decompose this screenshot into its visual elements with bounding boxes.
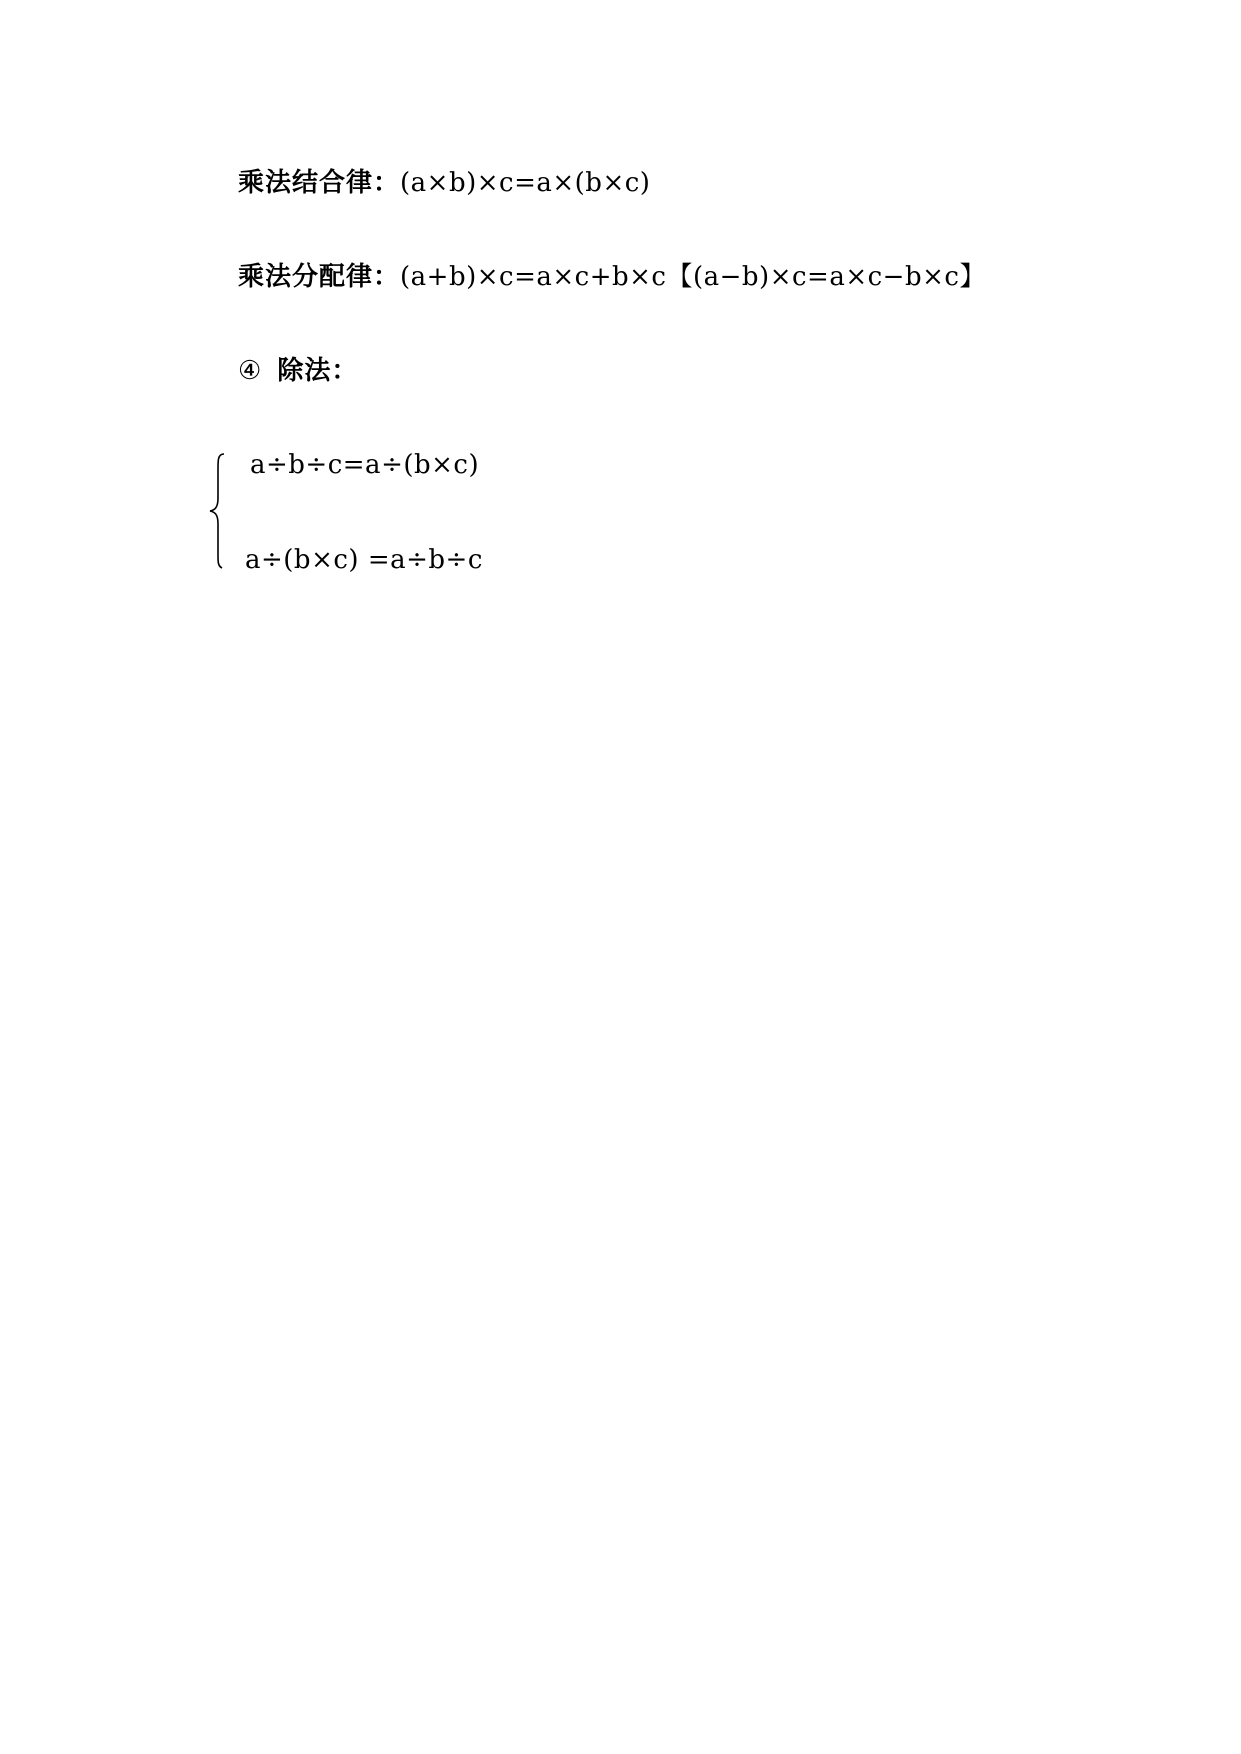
- associative-law-formula: (a×b)×c=a×(b×c): [400, 168, 651, 198]
- distributive-law-formula: (a+b)×c=a×c+b×c【(a−b)×c=a×c−b×c】: [400, 262, 986, 292]
- associative-law-line: [238, 166, 650, 200]
- distributive-law-line: [238, 260, 986, 294]
- division-label: 除法：: [277, 356, 359, 386]
- left-brace-icon: [204, 452, 234, 570]
- associative-law-label: 乘法结合律：: [238, 168, 401, 198]
- circled-number-four: ④: [238, 356, 262, 386]
- division-rule-2: a÷(b×c) =a÷b÷c: [245, 545, 483, 575]
- division-rule-1: a÷b÷c=a÷(b×c): [250, 450, 480, 480]
- distributive-law-label: 乘法分配律：: [238, 262, 401, 292]
- division-heading: [238, 354, 358, 388]
